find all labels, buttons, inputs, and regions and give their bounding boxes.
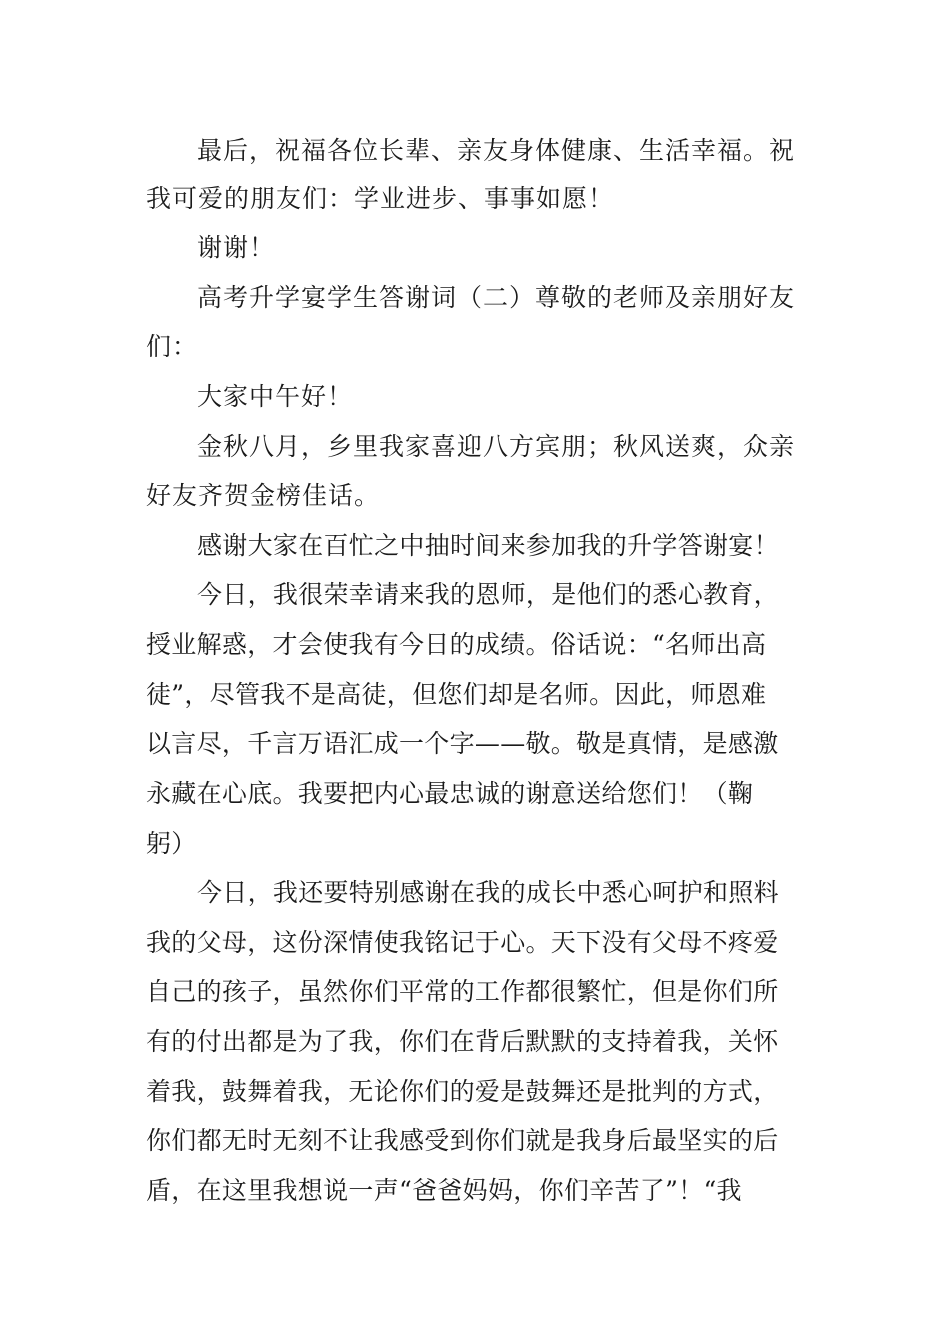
- text-line: 盾，在这里我想说一声“爸爸妈妈，你们辛苦了”！“我: [146, 1176, 742, 1205]
- text-line: 我的父母，这份深情使我铭记于心。天下没有父母不疼爱: [146, 928, 779, 957]
- text-line: 大家中午好！: [197, 382, 354, 411]
- text-line: 着我，鼓舞着我，无论你们的爱是鼓舞还是批判的方式，: [146, 1077, 779, 1106]
- text-line: 躬）: [146, 829, 197, 858]
- text-line: 最后，祝福各位长辈、亲友身体健康、生活幸福。祝: [197, 136, 796, 165]
- text-line: 高考升学宴学生答谢词（二）尊敬的老师及亲朋好友: [197, 283, 796, 312]
- text-line: 好友齐贺金榜佳话。: [146, 481, 381, 510]
- text-line: 自己的孩子，虽然你们平常的工作都很繁忙，但是你们所: [146, 977, 779, 1006]
- text-line: 金秋八月，乡里我家喜迎八方宾朋；秋风送爽，众亲: [197, 432, 796, 461]
- text-line: 今日，我还要特别感谢在我的成长中悉心呵护和照料: [197, 878, 779, 907]
- text-line: 有的付出都是为了我，你们在背后默默的支持着我，关怀: [146, 1027, 779, 1056]
- text-line: 你们都无时无刻不让我感受到你们就是我身后最坚实的后: [146, 1126, 779, 1155]
- text-line: 永藏在心底。我要把内心最忠诚的谢意送给您们！（鞠: [146, 779, 754, 808]
- text-line: 们：: [146, 332, 199, 361]
- text-line: 我可爱的朋友们：学业进步、事事如愿！: [146, 184, 615, 213]
- text-line: 谢谢！: [197, 233, 276, 262]
- text-line: 以言尽，千言万语汇成一个字——敬。敬是真情，是感激: [146, 729, 779, 758]
- text-line: 徒”，尽管我不是高徒，但您们却是名师。因此，师恩难: [146, 680, 767, 709]
- text-line: 今日，我很荣幸请来我的恩师，是他们的悉心教育，: [197, 580, 779, 609]
- text-line: 感谢大家在百忙之中抽时间来参加我的升学答谢宴！: [197, 531, 779, 560]
- text-line: 授业解惑，才会使我有今日的成绩。俗话说：“名师出高: [146, 630, 767, 659]
